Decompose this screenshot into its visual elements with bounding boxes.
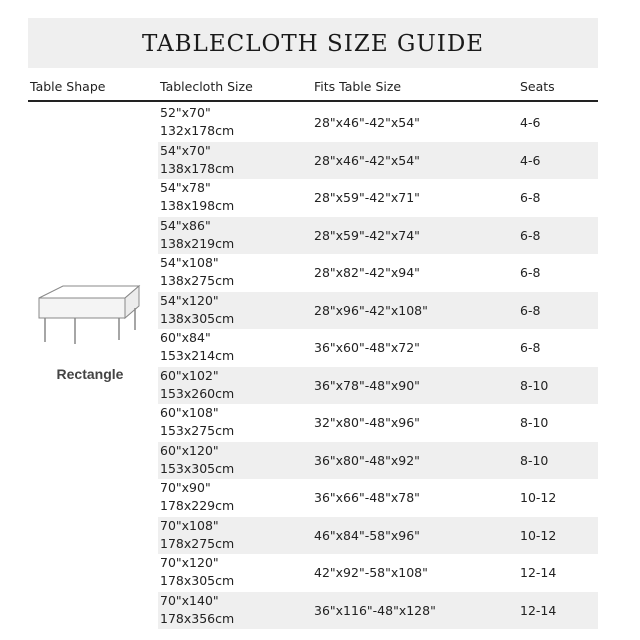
seats-value: 12-14: [520, 565, 557, 580]
fits-table-size: 28"x46"-42"x54": [314, 152, 420, 168]
table-row: [158, 254, 598, 292]
size-inches: 54"x120": [160, 292, 219, 308]
size-cm: 178x305cm: [160, 573, 235, 588]
fits-table-size: 46"x84"-58"x96": [314, 527, 420, 543]
fits-table-size: 28"x96"-42"x108": [314, 302, 428, 318]
shape-column: [28, 104, 152, 624]
table-row: [158, 517, 598, 555]
size-inches: 70"x90": [160, 480, 211, 495]
seats-value: 6-8: [520, 190, 541, 205]
fits-table-size: 36"x78"-48"x90": [314, 377, 420, 393]
size-cm: 153x275cm: [160, 423, 235, 438]
size-inches: 60"x84": [160, 330, 211, 345]
size-inches: 70"x120": [160, 555, 219, 570]
size-cm: 138x178cm: [160, 160, 235, 176]
table-row: [158, 104, 598, 142]
size-cm: 178x229cm: [160, 498, 235, 513]
size-cm: 153x214cm: [160, 348, 235, 363]
size-table: [158, 104, 598, 629]
size-cm: 178x356cm: [160, 610, 235, 626]
header-tablecloth-size: Tablecloth Size: [160, 79, 253, 94]
header-table-shape: Table Shape: [30, 79, 106, 94]
table-row: [158, 329, 598, 367]
table-icon: [35, 284, 145, 346]
seats-value: 6-8: [520, 302, 541, 318]
fits-table-size: 28"x59"-42"x74": [314, 227, 420, 243]
size-cm: 153x305cm: [160, 460, 235, 476]
header-divider: [28, 100, 598, 102]
table-row: [158, 292, 598, 330]
fits-table-size: 42"x92"-58"x108": [314, 565, 428, 580]
table-row: [158, 179, 598, 217]
size-inches: 60"x120": [160, 442, 219, 458]
seats-value: 4-6: [520, 115, 541, 130]
size-inches: 52"x70": [160, 105, 211, 120]
size-inches: 54"x86": [160, 217, 211, 233]
size-cm: 138x275cm: [160, 273, 235, 288]
seats-value: 8-10: [520, 452, 549, 468]
title-band: [28, 18, 598, 68]
header-seats: Seats: [520, 79, 555, 94]
size-cm: 132x178cm: [160, 123, 235, 138]
size-cm: 178x275cm: [160, 535, 235, 551]
header-fits-table-size: Fits Table Size: [314, 79, 402, 94]
size-cm: 153x260cm: [160, 385, 235, 401]
seats-value: 4-6: [520, 152, 541, 168]
size-cm: 138x305cm: [160, 310, 235, 326]
fits-table-size: 28"x59"-42"x71": [314, 190, 420, 205]
fits-table-size: 36"x60"-48"x72": [314, 340, 420, 355]
size-cm: 138x198cm: [160, 198, 235, 213]
seats-value: 10-12: [520, 527, 557, 543]
size-inches: 54"x108": [160, 255, 219, 270]
fits-table-size: 36"x80"-48"x92": [314, 452, 420, 468]
page-title: TABLECLOTH SIZE GUIDE: [141, 31, 485, 57]
table-row: [158, 554, 598, 592]
fits-table-size: 28"x46"-42"x54": [314, 115, 420, 130]
seats-value: 6-8: [520, 265, 541, 280]
size-inches: 60"x102": [160, 367, 219, 383]
table-row: [158, 367, 598, 405]
seats-value: 6-8: [520, 340, 541, 355]
shape-label: Rectangle: [56, 366, 124, 382]
size-inches: 70"x108": [160, 517, 219, 533]
fits-table-size: 28"x82"-42"x94": [314, 265, 420, 280]
seats-value: 12-14: [520, 602, 557, 618]
seats-value: 6-8: [520, 227, 541, 243]
table-header: [28, 76, 598, 98]
fits-table-size: 32"x80"-48"x96": [314, 415, 420, 430]
seats-value: 8-10: [520, 415, 549, 430]
size-inches: 54"x78": [160, 180, 211, 195]
size-inches: 54"x70": [160, 142, 211, 158]
fits-table-size: 36"x116"-48"x128": [314, 602, 436, 618]
table-row: [158, 404, 598, 442]
table-row: [158, 592, 598, 630]
table-row: [158, 142, 598, 180]
table-row: [158, 479, 598, 517]
size-cm: 138x219cm: [160, 235, 235, 251]
table-row: [158, 217, 598, 255]
table-row: [158, 442, 598, 480]
seats-value: 8-10: [520, 377, 549, 393]
size-inches: 70"x140": [160, 592, 219, 608]
seats-value: 10-12: [520, 490, 557, 505]
size-inches: 60"x108": [160, 405, 219, 420]
fits-table-size: 36"x66"-48"x78": [314, 490, 420, 505]
